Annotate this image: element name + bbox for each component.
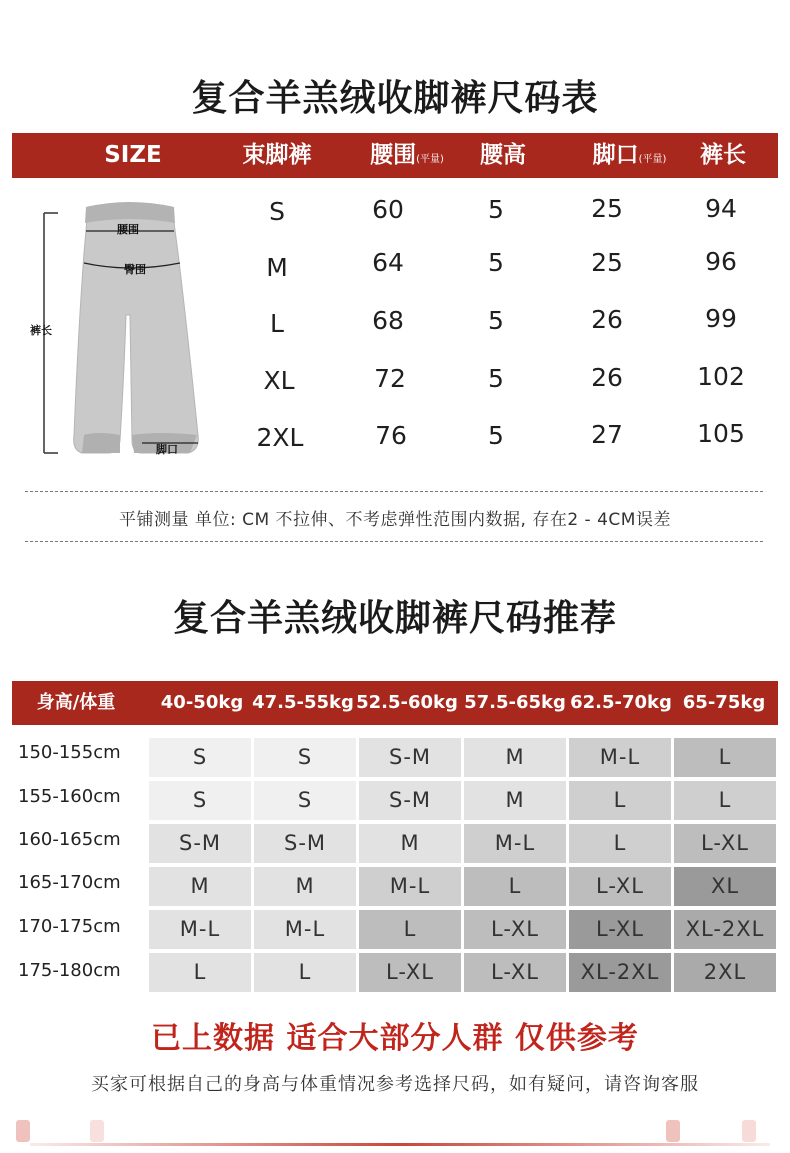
header-waist-sub: (平量): [416, 154, 444, 165]
weight-header: 57.5-65kg: [464, 692, 566, 713]
size-rec-cell: M: [149, 867, 251, 906]
height-label: 165-170cm: [18, 872, 121, 893]
size-rec-cell: XL-2XL: [674, 910, 776, 949]
cuff-cell: 25: [591, 194, 623, 223]
recommendation-title: 复合羊羔绒收脚裤尺码推荐: [172, 598, 617, 639]
size-rec-cell: L: [254, 953, 356, 992]
buyer-tip: 买家可根据自己的身高与体重情况参考选择尺码，如有疑问，请咨询客服: [91, 1074, 699, 1095]
size-rec-cell: S-M: [359, 738, 461, 777]
header-type: 束脚裤: [242, 142, 312, 168]
size-rec-cell: M: [464, 781, 566, 820]
header-cuff: [577, 133, 682, 178]
size-rec-cell: M-L: [464, 824, 566, 863]
divider-top: [25, 491, 763, 492]
size-rec-cell: S-M: [359, 781, 461, 820]
header-length: 裤长: [700, 142, 746, 168]
size-rec-cell: L: [569, 781, 671, 820]
size-rec-cell: L: [359, 910, 461, 949]
measurement-note: 平铺测量 单位: CM 不拉伸、不考虑弹性范围内数据, 存在2 - 4CM误差: [119, 510, 671, 530]
waist-cell: 68: [372, 306, 404, 335]
length-cell: 99: [705, 304, 737, 333]
size-cell: S: [269, 197, 285, 226]
size-rec-cell: S: [254, 738, 356, 777]
size-rec-cell: M: [254, 867, 356, 906]
size-rec-cell: L: [674, 738, 776, 777]
size-rec-cell: S-M: [149, 824, 251, 863]
cuff-cell: 26: [591, 363, 623, 392]
size-rec-cell: L-XL: [464, 953, 566, 992]
size-rec-cell: M-L: [149, 910, 251, 949]
size-rec-cell: S: [149, 781, 251, 820]
rise-cell: 5: [488, 306, 504, 335]
rise-cell: 5: [488, 364, 504, 393]
waist-cell: 76: [375, 421, 407, 450]
size-rec-cell: L: [569, 824, 671, 863]
decor-mark: [742, 1120, 756, 1142]
size-rec-cell: L-XL: [569, 867, 671, 906]
length-cell: 94: [705, 194, 737, 223]
size-rec-cell: M-L: [254, 910, 356, 949]
decor-mark: [90, 1120, 104, 1142]
cuff-cell: 27: [591, 420, 623, 449]
decor-mark: [666, 1120, 680, 1142]
size-cell: XL: [263, 366, 295, 395]
size-rec-cell: M-L: [359, 867, 461, 906]
header-cuff-sub: (平量): [638, 154, 667, 165]
size-cell: 2XL: [256, 423, 304, 452]
rise-cell: 5: [488, 195, 504, 224]
size-rec-cell: L-XL: [569, 910, 671, 949]
size-rec-cell: XL: [674, 867, 776, 906]
waist-cell: 60: [372, 195, 404, 224]
diagram-label-hip: 臀围: [124, 263, 146, 276]
diagram-label-waist: 腰围: [117, 223, 139, 236]
rise-cell: 5: [488, 248, 504, 277]
size-chart-header: [12, 133, 778, 178]
diagram-label-cuff: 脚口: [156, 443, 178, 456]
size-rec-cell: M: [359, 824, 461, 863]
size-cell: M: [266, 253, 288, 282]
weight-header: 62.5-70kg: [570, 692, 672, 713]
length-cell: 102: [697, 362, 745, 391]
size-rec-cell: M-L: [569, 738, 671, 777]
size-rec-cell: L: [149, 953, 251, 992]
divider-bottom: [25, 541, 763, 542]
size-rec-cell: L-XL: [674, 824, 776, 863]
header-size: SIZE: [104, 142, 162, 168]
height-label: 175-180cm: [18, 960, 121, 981]
size-rec-cell: M: [464, 738, 566, 777]
height-label: 160-165cm: [18, 829, 121, 850]
size-rec-cell: L: [674, 781, 776, 820]
size-cell: L: [270, 309, 284, 338]
size-rec-cell: S-M: [254, 824, 356, 863]
length-cell: 96: [705, 247, 737, 276]
height-label: 150-155cm: [18, 742, 121, 763]
weight-header: 47.5-55kg: [252, 692, 354, 713]
length-cell: 105: [697, 419, 745, 448]
header-waist: [357, 133, 457, 178]
weight-header: 65-75kg: [682, 692, 766, 713]
pants-diagram: [20, 195, 220, 470]
recommendation-header: [12, 681, 778, 725]
cuff-cell: 26: [591, 305, 623, 334]
size-rec-cell: L-XL: [359, 953, 461, 992]
cuff-cell: 25: [591, 248, 623, 277]
waist-cell: 72: [374, 364, 406, 393]
rise-cell: 5: [488, 421, 504, 450]
height-label: 155-160cm: [18, 786, 121, 807]
header-cuff-label: 脚口: [592, 142, 639, 168]
weight-header: 40-50kg: [160, 692, 244, 713]
header-waist-label: 腰围: [370, 142, 417, 168]
size-rec-cell: XL-2XL: [569, 953, 671, 992]
decor-mark: [16, 1120, 30, 1142]
footer-divider: [30, 1143, 770, 1146]
header-rise: 腰高: [480, 142, 526, 168]
weight-header: 52.5-60kg: [356, 692, 458, 713]
size-chart-title: 复合羊羔绒收脚裤尺码表: [191, 78, 599, 119]
reference-warning: 已上数据 适合大部分人群 仅供参考: [151, 1021, 639, 1056]
size-rec-cell: 2XL: [674, 953, 776, 992]
size-rec-cell: S: [254, 781, 356, 820]
size-rec-cell: L: [464, 867, 566, 906]
size-rec-cell: S: [149, 738, 251, 777]
height-label: 170-175cm: [18, 916, 121, 937]
diagram-label-length: 裤长: [30, 324, 52, 337]
corner-header: 身高/体重: [36, 692, 116, 713]
waist-cell: 64: [372, 248, 404, 277]
size-rec-cell: L-XL: [464, 910, 566, 949]
